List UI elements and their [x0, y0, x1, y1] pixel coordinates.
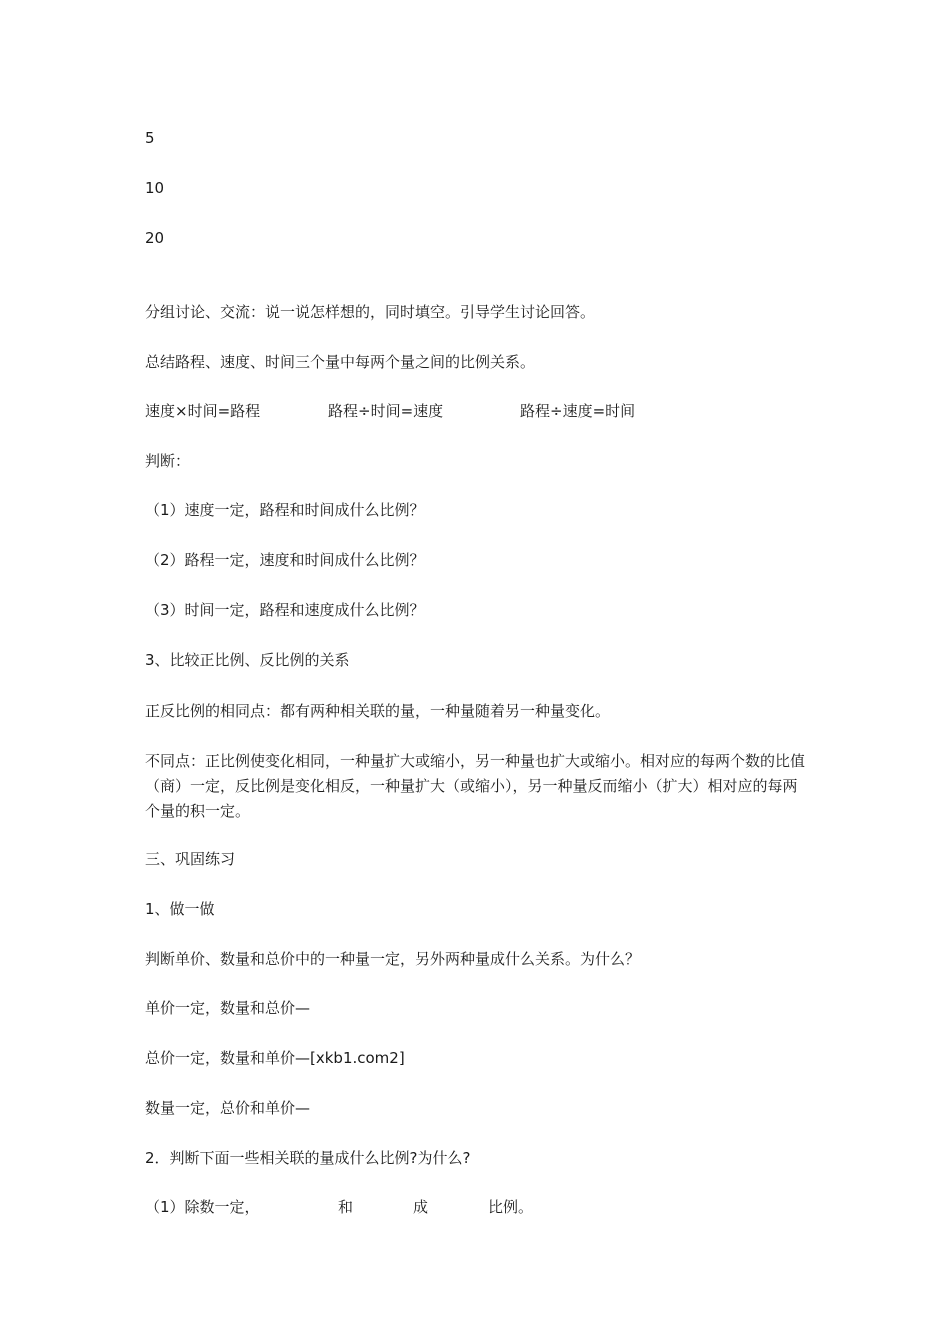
discussion-paragraph: 分组讨论、交流：说一说怎样想的，同时填空。引导学生讨论回答。 — [145, 303, 596, 321]
question-2: （2）路程一定，速度和时间成什么比例？ — [145, 551, 425, 569]
number-20: 20 — [145, 229, 165, 247]
exercise-1-prompt: 判断单价、数量和总价中的一种量一定，另外两种量成什么关系。为什么？ — [145, 950, 641, 968]
different-points-paragraph: 不同点：正比例使变化相同，一种量扩大或缩小，另一种量也扩大或缩小。相对应的每两个数的比值（商）一定，反比例是变化相反，一种量扩大（或缩小），另一种量反而缩小（扩大）相对应的每两个量的积一定。 — [145, 752, 806, 820]
judge-label: 判断： — [145, 452, 191, 470]
exercise-1-heading: 1、做一做 — [145, 900, 215, 918]
section-heading-practice: 三、巩固练习 — [145, 850, 236, 868]
total-fixed-line: 总价一定，数量和单价—[xkb1.com2] — [145, 1049, 405, 1067]
formula-time: 路程÷速度=时间 — [520, 402, 636, 420]
number-5: 5 — [145, 129, 155, 147]
unit-price-fixed-line: 单价一定，数量和总价— — [145, 999, 311, 1017]
summary-paragraph: 总结路程、速度、时间三个量中每两个量之间的比例关系。 — [145, 353, 536, 371]
fill-blank-1-ratio: 比例。 — [488, 1198, 534, 1216]
number-10: 10 — [145, 179, 165, 197]
formula-distance: 速度×时间=路程 — [145, 402, 261, 420]
fill-blank-1-prefix: （1）除数一定， — [145, 1198, 260, 1216]
exercise-2-heading: 2．判断下面一些相关联的量成什么比例?为什么? — [145, 1149, 471, 1167]
quantity-fixed-line: 数量一定，总价和单价— — [145, 1099, 311, 1117]
compare-heading: 3、比较正比例、反比例的关系 — [145, 651, 350, 669]
formula-speed: 路程÷时间=速度 — [328, 402, 444, 420]
same-points-paragraph: 正反比例的相同点：都有两种相关联的量，一种量随着另一种量变化。 — [145, 702, 611, 720]
question-1: （1）速度一定，路程和时间成什么比例？ — [145, 501, 425, 519]
fill-blank-1-become: 成 — [413, 1198, 429, 1216]
fill-blank-1-and: 和 — [338, 1198, 354, 1216]
question-3: （3）时间一定，路程和速度成什么比例？ — [145, 601, 425, 619]
